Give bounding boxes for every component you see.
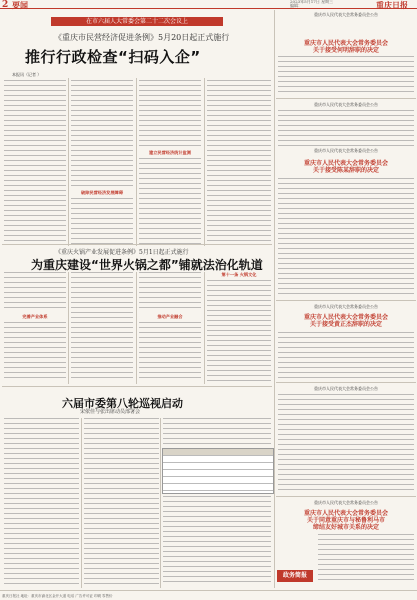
notice-rule <box>276 382 416 383</box>
page-footer: 重庆日报社 地址：重庆市渝北区金开大道 电话 广告许可证 印刷 零售价 <box>0 590 417 600</box>
second-headline: 为重庆建设“世界火锅之都”铺就法治化轨道 <box>31 258 263 272</box>
col-divider <box>204 78 205 246</box>
third-col-2 <box>84 418 159 586</box>
third-col-3 <box>163 418 271 446</box>
notice-body <box>278 178 414 298</box>
notice-title: 重庆市人民代表大会常务委员会公告 <box>314 386 378 391</box>
notice-title: 重庆市人民代表大会常务委员会公告 <box>314 304 378 309</box>
notice-rule <box>276 98 416 99</box>
second-col-3b <box>139 322 201 382</box>
notice-headline: 重庆市人民代表大会常务委员会 关于接受陈某辞职的决定 <box>303 160 388 174</box>
zhengwu-logo: 政务简报 <box>277 570 313 582</box>
col-divider <box>68 78 69 246</box>
col-divider <box>136 78 137 246</box>
second-col-3 <box>139 272 201 312</box>
inspection-table <box>162 448 274 494</box>
lead-col-3 <box>139 80 201 150</box>
lead-col-3b <box>139 158 201 245</box>
second-kicker: 《重庆火锅产业发展促进条例》5月1日起正式施行 <box>55 249 189 256</box>
notice-title: 重庆市人民代表大会常务委员会公告 <box>314 148 378 153</box>
col-divider <box>81 418 82 588</box>
lead-byline: 本报讯（记者 ） <box>12 72 42 77</box>
second-subhead-1: 完善产业体系 <box>22 314 48 319</box>
third-headline: 六届市委第八轮巡视启动 <box>62 397 183 410</box>
lead-headline: 推行行政检查“扫码入企” <box>25 48 201 66</box>
notice-body <box>278 56 414 94</box>
section-name: 要闻 <box>12 0 28 10</box>
second-col-1b <box>4 322 66 382</box>
notice-title: 重庆市人民代表大会常务委员会公告 <box>314 102 378 107</box>
lead-band: 在市六届人大常委会第二十二次会议上 <box>51 17 223 26</box>
third-col-3b <box>163 496 271 586</box>
notice-headline: 重庆市人民代表大会常务委员会 关于接受黄正杰辞职的决定 <box>303 314 388 328</box>
page-number: 2 <box>2 0 9 10</box>
notice-title: 重庆市人民代表大会常务委员会公告 <box>314 12 378 17</box>
notice-body <box>278 110 414 146</box>
col-divider <box>136 272 137 384</box>
col-divider <box>68 272 69 384</box>
lead-kicker: 《重庆市民营经济促进条例》5月20日起正式施行 <box>54 33 230 42</box>
lead-col-2b <box>71 198 133 245</box>
header-bar <box>0 0 417 9</box>
second-col-1 <box>4 272 66 312</box>
notice-headline: 重庆市人民代表大会常务委员会 关于同意重庆市与秘鲁利马市 缔结友好城市关系的决定 <box>303 510 388 531</box>
lead-subhead-2: 建立民营经济统计监测 <box>149 150 191 155</box>
notice-title: 重庆市人民代表大会常务委员会公告 <box>314 500 378 505</box>
notice-rule <box>276 496 416 497</box>
second-col-2 <box>71 272 133 382</box>
lead-subhead-1: 破除民营经济发展障碍 <box>81 190 123 195</box>
masthead: 重庆日报 <box>376 0 408 10</box>
third-col-1 <box>4 418 79 586</box>
header-meta: 2023年5月17日 星期三 编辑： <box>290 0 334 8</box>
second-col-4 <box>207 280 271 382</box>
notice-body <box>318 534 414 584</box>
lead-col-1 <box>4 80 66 245</box>
notice-body <box>278 394 414 494</box>
second-subhead-2: 推动产业融合 <box>157 314 183 319</box>
third-subline: 宋依佳与张出席动员部署会 <box>80 409 141 415</box>
right-column-divider <box>274 10 275 588</box>
section-rule <box>2 244 272 245</box>
second-subhead-3: 第十一条 火锅文化 <box>221 272 257 277</box>
notice-body <box>278 332 414 380</box>
notice-headline: 重庆市人民代表大会常务委员会 关于接受何明辞职的决定 <box>303 40 388 54</box>
notice-rule <box>276 300 416 301</box>
section-rule <box>2 386 272 387</box>
lead-col-4 <box>207 80 271 245</box>
lead-col-2 <box>71 80 133 190</box>
col-divider <box>160 418 161 588</box>
col-divider <box>204 272 205 384</box>
